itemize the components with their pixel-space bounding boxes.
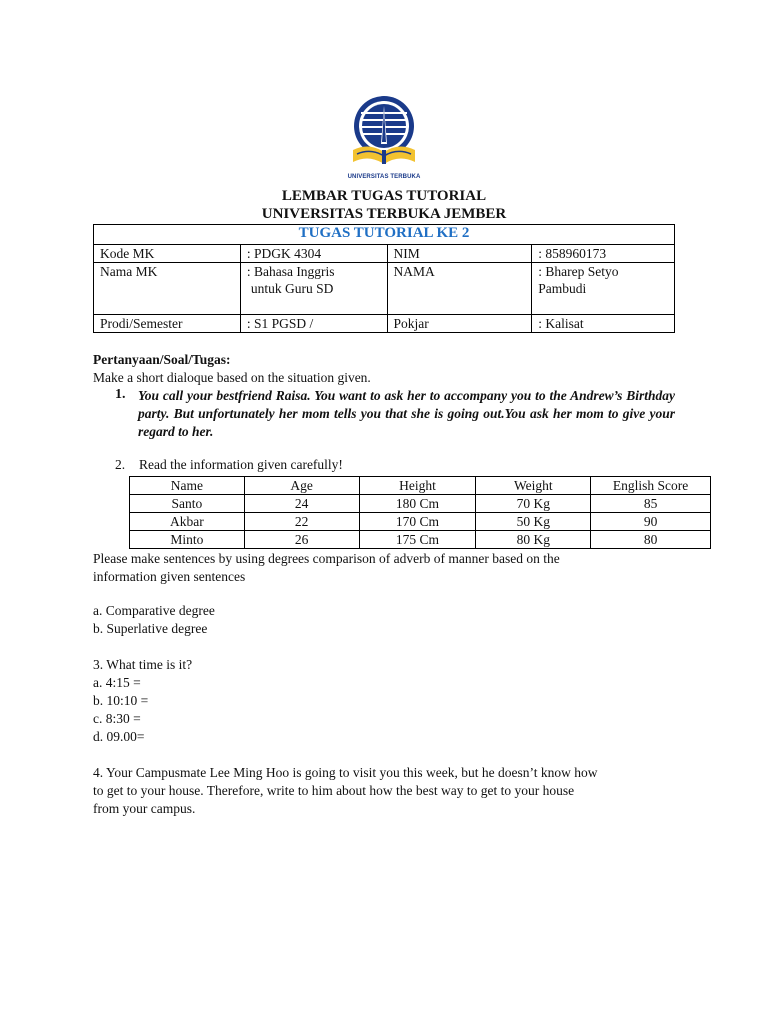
nama-mk-value-line1: : Bahasa Inggris xyxy=(246,264,335,279)
q4-line3: from your campus. xyxy=(93,801,196,816)
info-row-kode xyxy=(94,245,675,263)
table-cell: 80 xyxy=(591,531,711,549)
q3-option-b: b. 10:10 = xyxy=(93,693,149,708)
assignment-subtitle: TUGAS TUTORIAL KE 2 xyxy=(94,225,675,245)
table-row xyxy=(130,513,711,531)
nama-mk-label: Nama MK xyxy=(94,263,241,315)
q3-option-d: d. 09.00= xyxy=(93,729,145,744)
info-header-row xyxy=(94,225,675,245)
table-cell: 50 Kg xyxy=(476,513,591,531)
nim-label: NIM xyxy=(387,245,532,263)
q2-option-b: b. Superlative degree xyxy=(93,621,208,636)
prodi-value: : S1 PGSD / xyxy=(240,315,387,333)
info-row-nama xyxy=(94,263,675,315)
table-cell: 22 xyxy=(244,513,359,531)
info-row-prodi xyxy=(94,315,675,333)
kode-mk-label: Kode MK xyxy=(94,245,241,263)
pokjar-label: Pokjar xyxy=(387,315,532,333)
table-row xyxy=(130,531,711,549)
kode-mk-value: : PDGK 4304 xyxy=(240,245,387,263)
table-row xyxy=(130,495,711,513)
nama-value-line2: Pambudi xyxy=(538,281,587,296)
q3-option-a: a. 4:15 = xyxy=(93,675,141,690)
title-line-1: LEMBAR TUGAS TUTORIAL xyxy=(281,188,487,204)
pokjar-value: : Kalisat xyxy=(532,315,675,333)
table-cell: 70 Kg xyxy=(476,495,591,513)
q2-option-a: a. Comparative degree xyxy=(93,603,215,618)
column-header: English Score xyxy=(591,477,711,495)
student-data-table xyxy=(129,476,711,549)
university-logo xyxy=(347,92,421,188)
table-cell: 85 xyxy=(591,495,711,513)
q3-option-c: c. 8:30 = xyxy=(93,711,141,726)
q2-number: 2. xyxy=(115,457,126,472)
table-cell: 24 xyxy=(244,495,359,513)
table-cell: 26 xyxy=(244,531,359,549)
nama-label: NAMA xyxy=(387,263,532,315)
nama-value-line1: : Bharep Setyo xyxy=(538,264,619,279)
q1-number: 1. xyxy=(115,387,126,402)
table-cell: 170 Cm xyxy=(359,513,476,531)
table-cell: Akbar xyxy=(130,513,245,531)
info-table xyxy=(93,224,675,333)
q2-text: Read the information given carefully! xyxy=(139,457,343,472)
nim-value: : 858960173 xyxy=(532,245,675,263)
logo-caption: UNIVERSITAS TERBUKA xyxy=(347,174,421,180)
table-cell: 90 xyxy=(591,513,711,531)
q4-line1: 4. Your Campusmate Lee Ming Hoo is going to visit you this week, but he doesn’t know how xyxy=(93,765,598,780)
column-header: Weight xyxy=(476,477,591,495)
prodi-label: Prodi/Semester xyxy=(94,315,241,333)
nama-value xyxy=(532,263,675,315)
nama-mk-value-line2: untuk Guru SD xyxy=(250,281,334,296)
table-cell: 80 Kg xyxy=(476,531,591,549)
column-header: Name xyxy=(130,477,245,495)
table-cell: Santo xyxy=(130,495,245,513)
university-emblem-icon xyxy=(347,92,421,174)
nama-mk-value xyxy=(240,263,387,315)
q2-instruction-line1: Please make sentences by using degrees comparison of adverb of manner based on the xyxy=(93,551,560,566)
column-header: Height xyxy=(359,477,476,495)
questions-heading: Pertanyaan/Soal/Tugas: xyxy=(93,352,231,367)
table-cell: Minto xyxy=(130,531,245,549)
q4-line2: to get to your house. Therefore, write to him about how the best way to get to your house xyxy=(93,783,575,798)
table-header-row xyxy=(130,477,711,495)
q1-text: You call your bestfriend Raisa. You want to ask her to accompany you to the Andrew’s Birthday party. But unfortunately her mom tells you that she is going out.You ask her mom to give your regard to her. xyxy=(138,388,675,439)
table-cell: 180 Cm xyxy=(359,495,476,513)
table-cell: 175 Cm xyxy=(359,531,476,549)
q3-title: 3. What time is it? xyxy=(93,657,193,672)
column-header: Age xyxy=(244,477,359,495)
title-line-2: UNIVERSITAS TERBUKA JEMBER xyxy=(261,206,507,222)
q2-instruction-line2: information given sentences xyxy=(93,569,246,584)
questions-intro: Make a short dialoque based on the situation given. xyxy=(93,370,371,385)
